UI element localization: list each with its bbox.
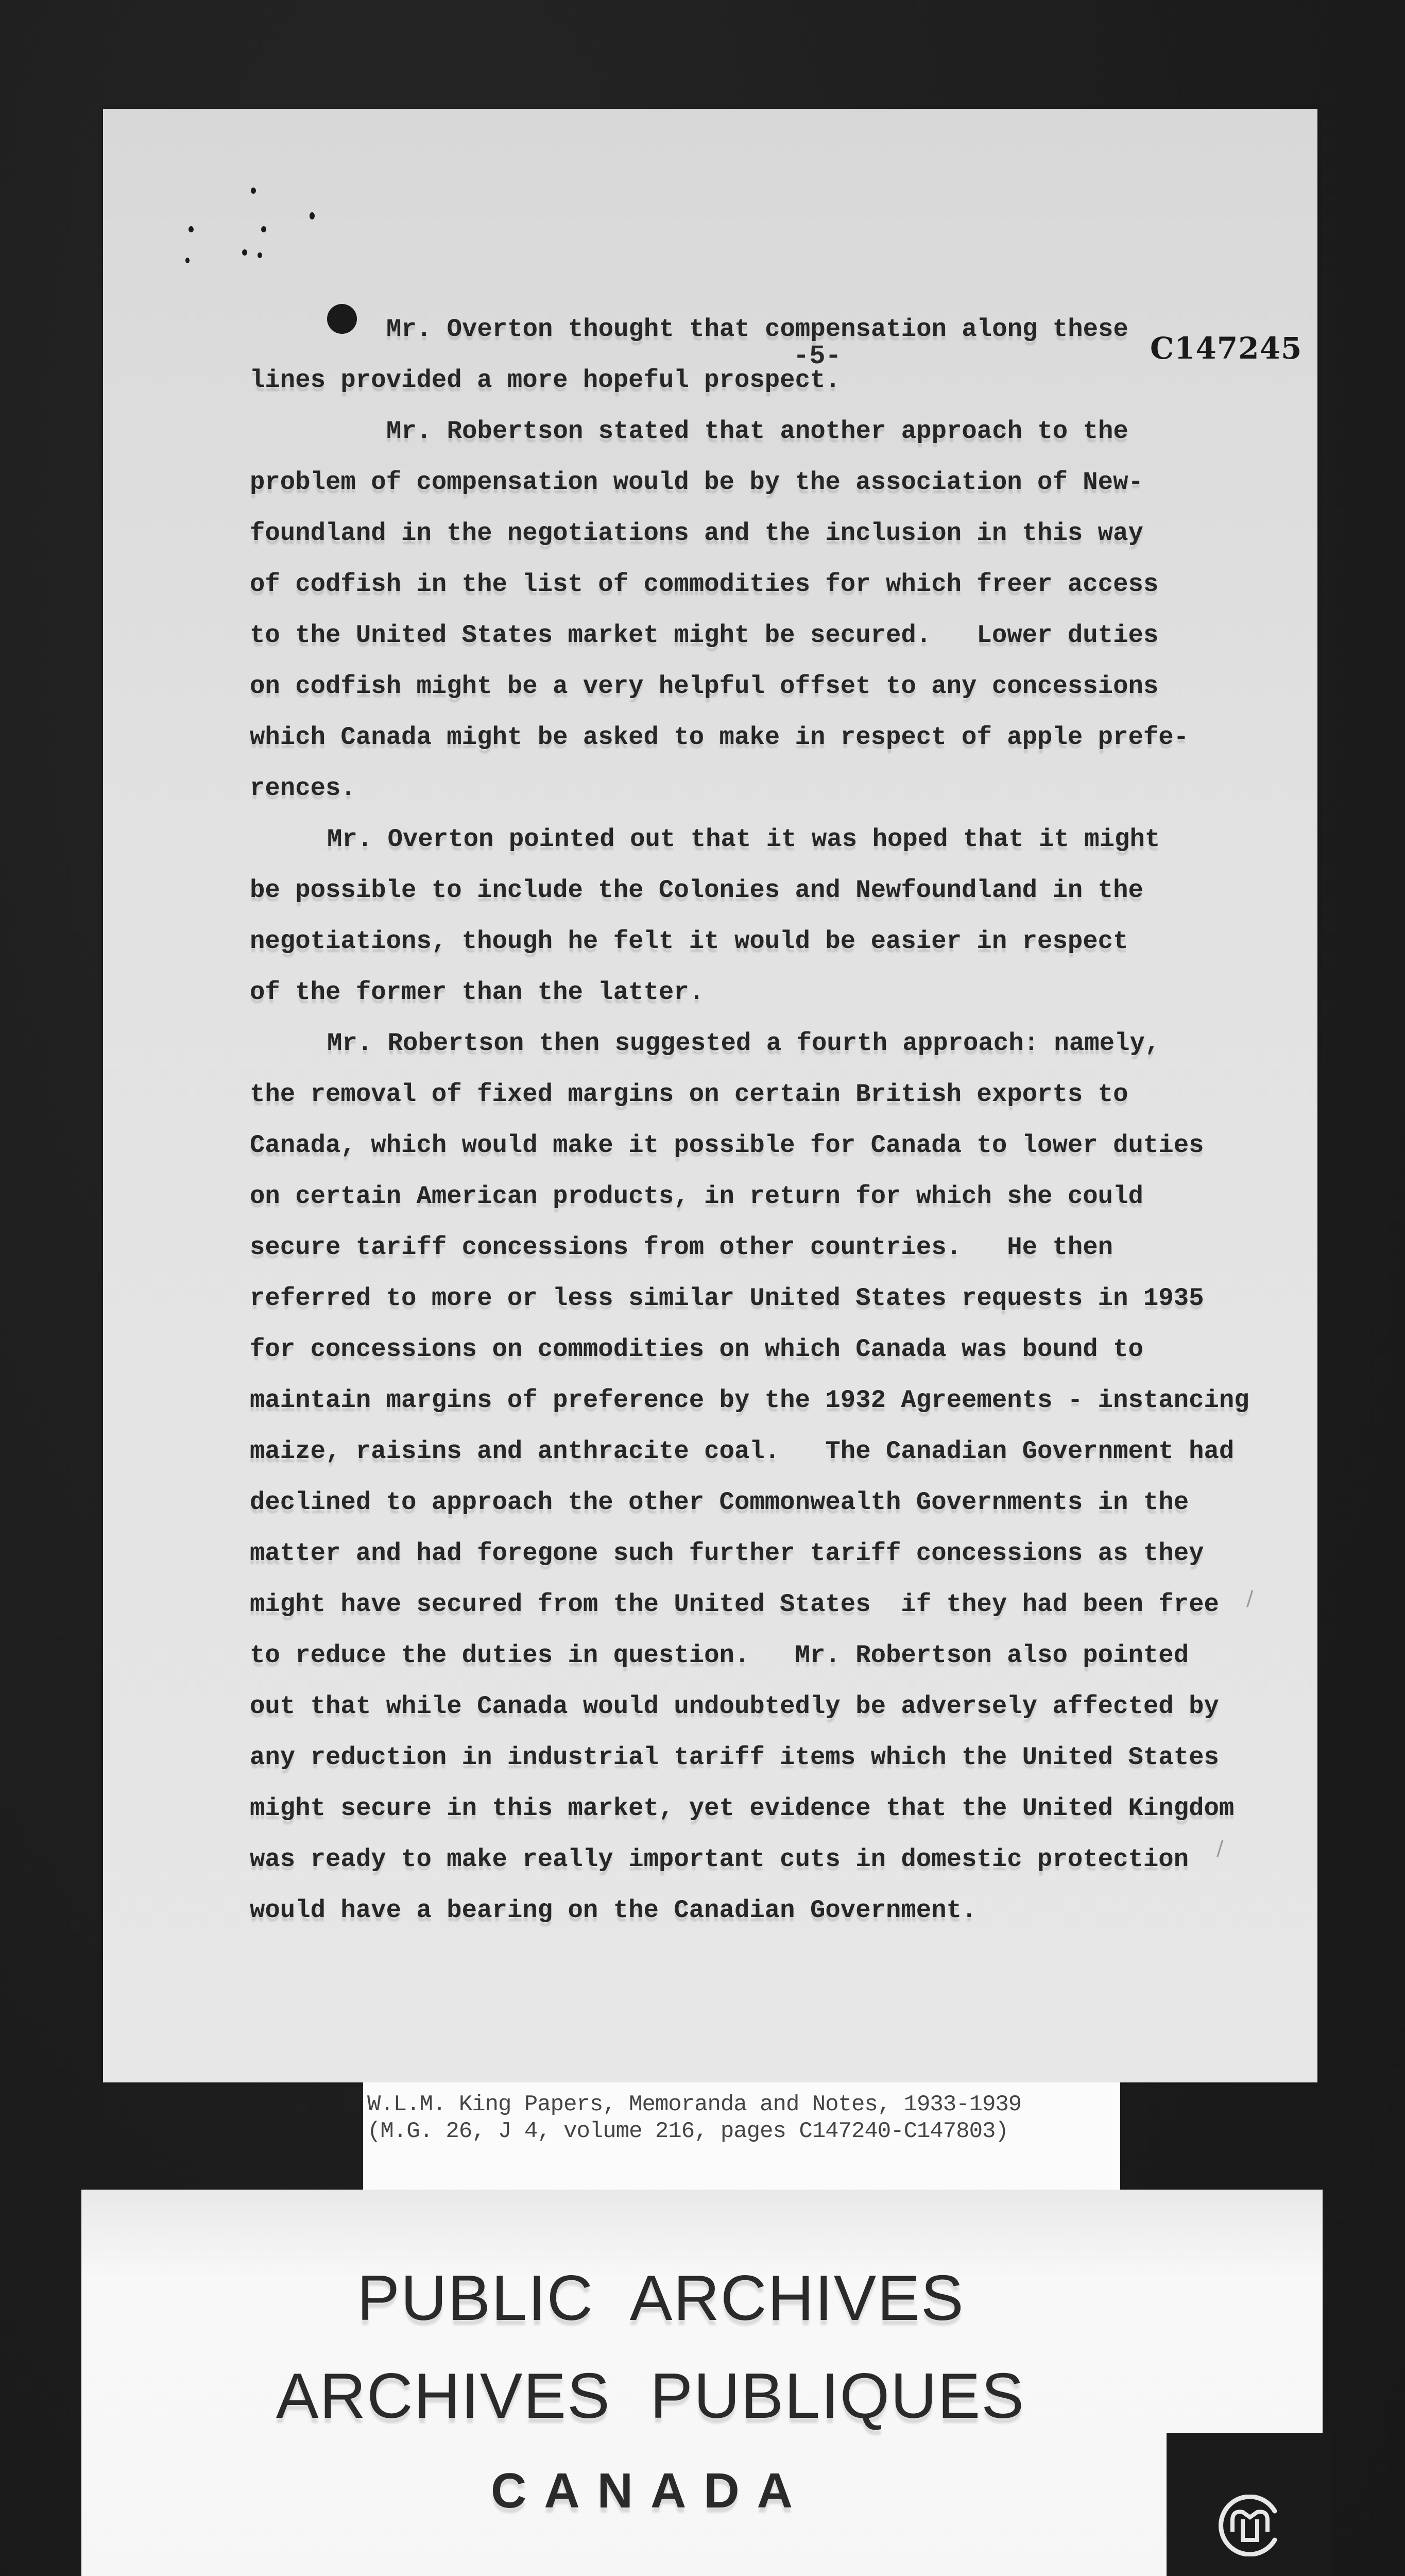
check-mark: / (1216, 1837, 1224, 1860)
memo-line: be possible to include the Colonies and Newfoundland in the (250, 876, 1143, 905)
memo-line: to the United States market might be secured. Lower duties (250, 621, 1159, 650)
memo-line: declined to approach the other Commonwealth Governments in the (250, 1488, 1189, 1517)
memo-line: out that while Canada would undoubtedly be adversely affected by (250, 1692, 1219, 1721)
memo-line: on certain American products, in return for which she could (250, 1182, 1143, 1211)
memo-line: for concessions on commodities on which Canada was bound to (250, 1335, 1143, 1364)
memo-line: Mr. Robertson stated that another approach to the (386, 417, 1128, 446)
logo-panel (1167, 2433, 1331, 2576)
memo-line: foundland in the negotiations and the inclusion in this way (250, 519, 1143, 548)
pin-hole (242, 249, 247, 256)
memo-line: Mr. Robertson then suggested a fourth approach: namely, (327, 1029, 1160, 1058)
memo-line: Canada, which would make it possible for Canada to lower duties (250, 1131, 1204, 1160)
pin-hole (258, 252, 262, 258)
memo-line: any reduction in industrial tariff items which the United States (250, 1743, 1219, 1772)
archives-card (81, 2190, 1323, 2576)
memo-line: might secure in this market, yet evidence that the United Kingdom (250, 1794, 1235, 1823)
memo-line: Mr. Overton thought that compensation along these (386, 315, 1128, 344)
archives-english-title: PUBLIC ARCHIVES (357, 2263, 965, 2334)
memo-line: referred to more or less similar United States requests in 1935 (250, 1284, 1204, 1313)
pin-hole (261, 226, 266, 232)
memo-line: of the former than the latter. (250, 978, 705, 1007)
pin-hole (251, 188, 256, 194)
memo-line: problem of compensation would be by the association of New- (250, 468, 1143, 497)
memo-line: secure tariff concessions from other countries. He then (250, 1233, 1113, 1262)
memo-body (250, 304, 1280, 1936)
memo-line: which Canada might be asked to make in respect of apple prefe- (250, 723, 1189, 752)
memo-line: the removal of fixed margins on certain British exports to (250, 1080, 1128, 1109)
document-id-stamp: C147245 (1150, 331, 1303, 366)
archives-french-title: ARCHIVES PUBLIQUES (276, 2361, 1025, 2432)
memo-line: matter and had foregone such further tariff concessions as they (250, 1539, 1204, 1568)
memo-line: Mr. Overton pointed out that it was hoped that it might (327, 825, 1160, 854)
check-mark: / (1246, 1587, 1254, 1611)
memo-line: might have secured from the United States if they had been free (250, 1590, 1219, 1619)
memo-line: rences. (250, 774, 356, 803)
memo-line: negotiations, though he felt it would be easier in respect (250, 927, 1128, 956)
pin-hole (189, 226, 194, 232)
pin-hole (310, 212, 315, 219)
memo-line: lines provided a more hopeful prospect. (250, 366, 841, 395)
collection-title: W.L.M. King Papers, Memoranda and Notes, 1933-1939 (367, 2092, 1022, 2117)
memo-line: would have a bearing on the Canadian Government. (250, 1896, 977, 1925)
memo-line: was ready to make really important cuts in domestic protection (250, 1845, 1189, 1874)
memo-line: of codfish in the list of commodities for which freer access (250, 570, 1159, 599)
collection-reference: (M.G. 26, J 4, volume 216, pages C147240-C147803) (367, 2119, 1008, 2144)
memo-line: on codfish might be a very helpful offset to any concessions (250, 672, 1159, 701)
memo-line: maintain margins of preference by the 1932 Agreements - instancing (250, 1386, 1249, 1415)
collection-label (363, 2082, 1120, 2190)
memo-line: to reduce the duties in question. Mr. Robertson also pointed (250, 1641, 1189, 1670)
microfilm-logo-icon (1217, 2495, 1284, 2556)
page-number: -5- (793, 341, 842, 371)
memo-line: maize, raisins and anthracite coal. The Canadian Government had (250, 1437, 1235, 1466)
archives-country: CANADA (491, 2463, 810, 2518)
pin-hole (185, 258, 190, 263)
